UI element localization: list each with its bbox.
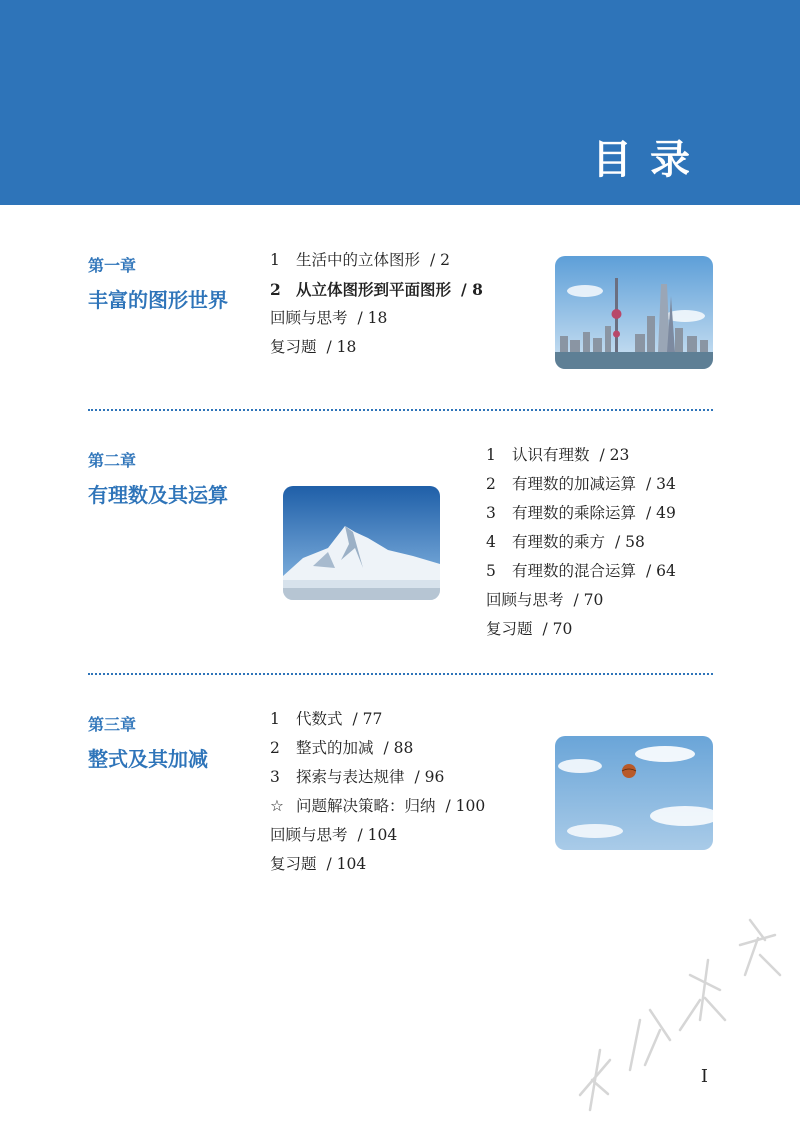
- watermark: [560, 880, 800, 1120]
- toc-item[interactable]: 1 生活中的立体图形 / 2: [270, 251, 451, 269]
- toc-item[interactable]: 1 代数式 / 77: [270, 710, 383, 728]
- page-number: I: [700, 1066, 708, 1087]
- snow-mountain-photo: [283, 486, 440, 600]
- toc-item[interactable]: 复习题 / 104: [270, 855, 367, 873]
- toc-item[interactable]: 1 认识有理数 / 23: [486, 446, 630, 464]
- toc-item[interactable]: 复习题 / 70: [486, 620, 573, 638]
- toc-item[interactable]: 4 有理数的乘方 / 58: [486, 533, 645, 551]
- toc-item[interactable]: ☆ 问题解决策略：归纳 / 100: [270, 792, 485, 821]
- section-divider: [88, 673, 713, 675]
- chapter-3-toc: [270, 705, 485, 879]
- ball-in-sky-photo: [555, 736, 713, 850]
- toc-item[interactable]: 5 有理数的混合运算 / 64: [486, 562, 676, 580]
- chapter-name: 丰富的图形世界: [88, 288, 228, 312]
- toc-item[interactable]: 3 探索与表达规律 / 96: [270, 768, 445, 786]
- star-icon: ☆: [270, 797, 284, 815]
- section-divider: [88, 409, 713, 411]
- toc-item[interactable]: 回顾与思考 / 104: [270, 826, 398, 844]
- toc-item[interactable]: 复习题 / 18: [270, 338, 357, 356]
- city-skyline-photo: [555, 256, 713, 369]
- toc-item[interactable]: 2 从立体图形到平面图形 / 8: [270, 280, 483, 299]
- chapter-1-toc: [270, 246, 483, 362]
- chapter-name: 有理数及其运算: [88, 483, 228, 507]
- header-banner: [0, 0, 800, 205]
- page-title: 目录: [592, 137, 708, 183]
- chapter-number: 第二章: [88, 451, 137, 470]
- chapter-number: 第三章: [88, 715, 137, 734]
- chapter-name: 整式及其加减: [88, 747, 208, 771]
- chapter-number: 第一章: [88, 256, 137, 275]
- toc-item[interactable]: 回顾与思考 / 18: [270, 309, 388, 327]
- toc-item[interactable]: 2 有理数的加减运算 / 34: [486, 475, 676, 493]
- chapter-2-toc: [486, 441, 676, 644]
- toc-item[interactable]: 3 有理数的乘除运算 / 49: [486, 504, 676, 522]
- chapter-3-heading: [88, 712, 208, 772]
- chapter-1-heading: [88, 253, 228, 313]
- toc-item[interactable]: 回顾与思考 / 70: [486, 591, 604, 609]
- chapter-2-heading: [88, 448, 228, 508]
- toc-item[interactable]: 2 整式的加减 / 88: [270, 739, 414, 757]
